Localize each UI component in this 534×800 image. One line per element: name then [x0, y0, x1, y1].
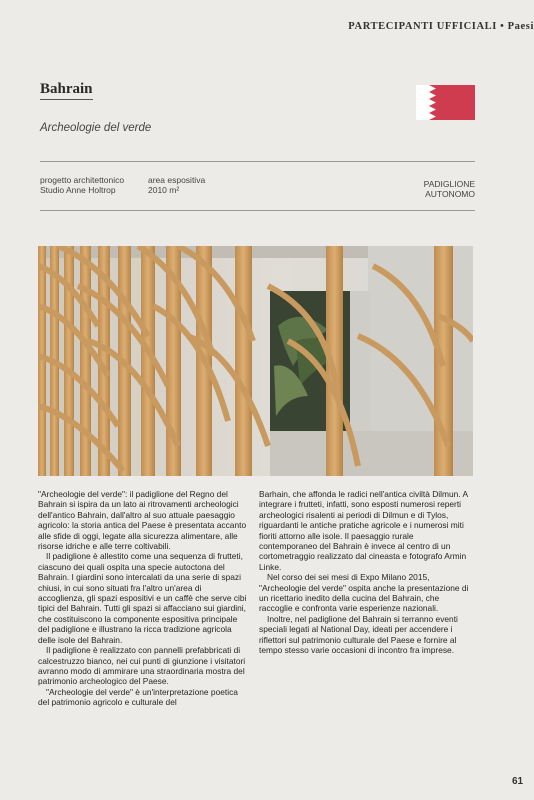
body-paragraph: Nel corso dei sei mesi di Expo Milano 2015, "Archeologie del verde" ospita anche la presentazione di un ricettario inedito della cucina del Bahrain, che raccoglie e confronta varie esperienze nazionali. — [259, 572, 469, 614]
pavilion-type-block — [424, 179, 475, 199]
body-paragraph: Inoltre, nel padiglione del Bahrain si terranno eventi speciali legati al National Day, ideati per accendere i riflettori sul patrimonio culturale del Paese e fornire al tempo stesso varie occasioni di incontro fra imprese. — [259, 613, 458, 656]
area-label: area espositiva — [148, 175, 206, 185]
body-paragraph: Barhain, che affonda le radici nell'antica civiltà Dilmun. A integrare i frutteti, infatti, sono esposti numerosi reperti archeologici risalenti ai periodi di Dilmun e di Tylos, riguardanti le antiche pratiche agricole e i numerosi miti fioriti attorno alle isole. Il paesaggio rurale contemporaneo del Bahrain è invece al centro di un cortometraggio realizzato dal cineasta e fotografo Armin Linke. — [259, 489, 468, 572]
pavilion-type-line1: PADIGLIONE — [423, 179, 475, 189]
body-paragraph: "Archeologie del verde" è un'interpretazione poetica del patrimonio agricolo e culturale del — [38, 686, 238, 708]
project-label: progetto architettonico — [40, 175, 125, 185]
body-column-right — [259, 489, 471, 656]
body-paragraph: "Archeologie del verde": il padiglione del Regno del Bahrain si ispira da un lato ai ritrovamenti archeologici dell'antico Bahrain, dall'altro al suo attuale paesaggio agricolo: la storia antica del Paese è presentata accanto alle sfide di oggi, legate alla sicurezza alimentare, alle risorse idriche e alle terre coltivabili. — [38, 489, 247, 552]
body-paragraph: Il padiglione è allestito come una sequenza di frutteti, ciascuno dei quali ospita una specie autoctona del Bahrain. I giardini sono intercalati da una serie di spazi chiusi, in cui sono situati fra l'altro un'area di accoglienza, gli spazi espositivi e un caffè che serve cibi tipici del Bahrain. Tutti gli spazi si affacciano sui giardini, che costituiscono la componente espositiva principale del padiglione e illustrano la ricca tradizione agricola delle isole del Bahrain. — [38, 551, 247, 645]
body-column-left — [38, 489, 250, 708]
project-architect-block — [40, 175, 124, 195]
divider-top — [40, 161, 475, 162]
section-header: PARTECIPANTI UFFICIALI • Paesi — [348, 21, 534, 32]
pavilion-type-line2: AUTONOMO — [425, 189, 475, 199]
divider-bottom — [40, 210, 475, 211]
project-value: Studio Anne Holtrop — [40, 185, 116, 195]
exhibit-area-block — [148, 175, 205, 195]
bahrain-flag-icon — [416, 85, 475, 120]
body-paragraph: Il padiglione è realizzato con pannelli prefabbricati di calcestruzzo bianco, nei cui punti di giunzione i visitatori avranno modo di ammirare una straordinaria mostra del patrimonio archeologico del Paese. — [38, 645, 246, 687]
country-title: Bahrain — [40, 81, 93, 100]
pavilion-subtitle: Archeologie del verde — [40, 122, 152, 134]
area-value: 2010 m² — [148, 185, 180, 195]
page-number: 61 — [512, 776, 524, 787]
pavilion-photo — [38, 246, 473, 476]
